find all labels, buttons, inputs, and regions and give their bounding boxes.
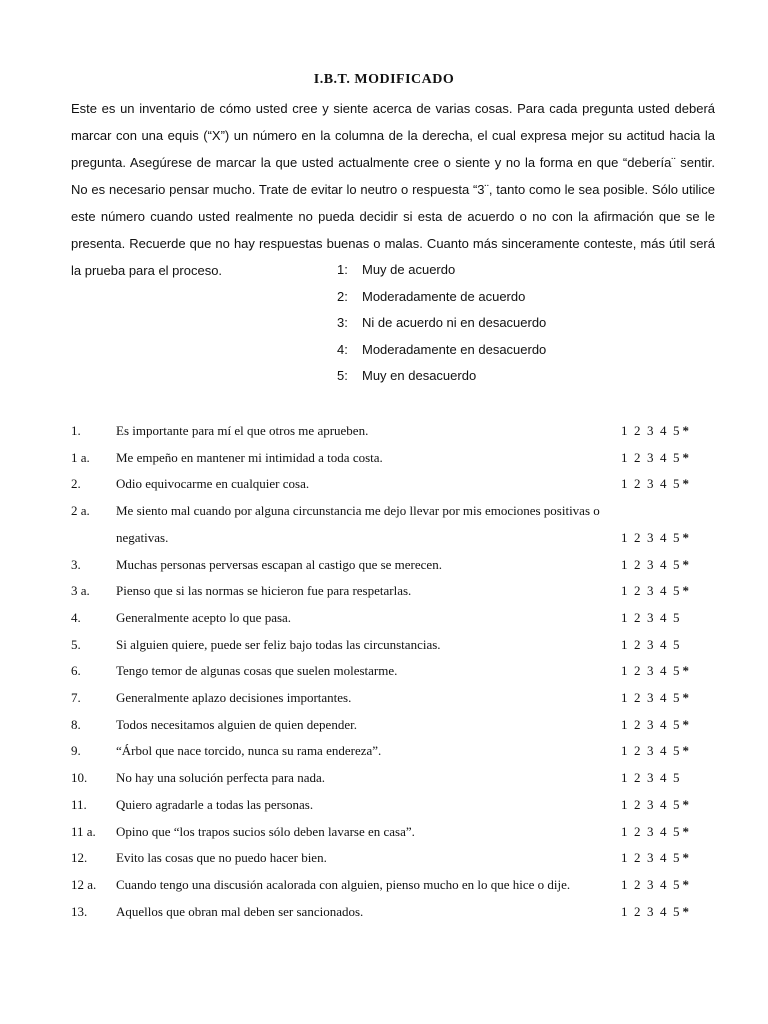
question-number: 6. [71,663,81,679]
answer-options-numbers[interactable]: 1 2 3 4 5 [621,876,680,892]
answer-options-numbers[interactable]: 1 2 3 4 5 [621,823,680,839]
star-marker: * [682,823,689,839]
answer-options-numbers[interactable]: 1 2 3 4 5 [621,636,680,652]
star-marker: * [682,850,689,866]
answer-options-numbers[interactable]: 1 2 3 4 5 [621,449,680,465]
answer-options[interactable] [621,845,711,872]
answer-options[interactable] [621,445,711,472]
answer-options[interactable] [621,658,711,685]
answer-options-numbers[interactable]: 1 2 3 4 5 [621,770,680,786]
answer-options[interactable] [621,899,711,926]
answer-options[interactable] [621,765,711,792]
question-text: Odio equivocarme en cualquier cosa. [116,476,310,492]
answer-options-numbers[interactable]: 1 2 3 4 5 [621,423,680,438]
star-marker: * [682,903,689,919]
scale-entry [337,310,637,337]
question-number: 11. [71,796,87,812]
question-item [71,765,711,792]
star-marker: * [682,663,689,679]
question-number: 13. [71,903,88,919]
answer-options[interactable] [621,578,711,605]
answer-options-numbers[interactable]: 1 2 3 4 5 [621,796,680,812]
question-item [71,819,711,846]
scale-label: Moderadamente en desacuerdo [362,341,547,357]
star-marker: * [682,690,689,706]
question-text: Tengo temor de algunas cosas que suelen molestarme. [116,663,398,679]
question-number: 1 a. [71,449,90,465]
scale-entry [337,284,637,311]
question-item [71,845,711,872]
question-text: Pienso que si las normas se hicieron fue para respetarlas. [116,583,412,599]
rating-scale-legend [337,257,637,390]
answer-options-numbers[interactable]: 1 2 3 4 5 [621,716,680,732]
question-text: No hay una solución perfecta para nada. [116,770,325,786]
question-number: 9. [71,743,81,759]
question-number: 2. [71,476,81,492]
question-text: Me siento mal cuando por alguna circunstancia me dejo llevar por mis emociones positivas o negativas. [116,503,600,545]
answer-options-numbers[interactable]: 1 2 3 4 5 [621,850,680,866]
question-item [71,418,711,445]
answer-options[interactable] [621,738,711,765]
answer-options[interactable] [621,872,711,899]
question-number: 3. [71,556,81,572]
answer-options[interactable] [621,685,711,712]
scale-label: Moderadamente de acuerdo [362,288,526,304]
answer-options-numbers[interactable]: 1 2 3 4 5 [621,583,680,599]
question-item [71,552,711,579]
question-number: 2 a. [71,503,90,519]
question-text: Si alguien quiere, puede ser feliz bajo todas las circunstancias. [116,636,441,652]
question-item [71,685,711,712]
question-number: 7. [71,690,81,706]
question-item [71,658,711,685]
question-item [71,445,711,472]
scale-entry [337,257,637,284]
question-text: Muchas personas perversas escapan al castigo que se merecen. [116,556,442,572]
star-marker: * [682,876,689,892]
answer-options-numbers[interactable]: 1 2 3 4 5 [621,556,680,572]
scale-entry [337,363,637,390]
star-marker: * [682,716,689,732]
answer-options[interactable] [621,605,711,632]
questionnaire-items [71,418,711,925]
star-marker: * [682,476,689,492]
question-item [71,471,711,498]
star-marker: * [682,796,689,812]
scale-number: 2: [337,288,348,304]
question-number: 1. [71,423,81,438]
scale-label: Ni de acuerdo ni en desacuerdo [362,315,547,330]
question-text: Generalmente aplazo decisiones importantes. [116,690,352,706]
question-text: Evito las cosas que no puedo hacer bien. [116,850,327,866]
scale-entry [337,337,637,364]
answer-options[interactable] [621,418,711,445]
question-item [71,498,711,551]
star-marker: * [682,449,689,465]
answer-options[interactable] [621,632,711,659]
star-marker: * [682,583,689,599]
star-marker: * [682,743,689,759]
answer-options[interactable] [621,525,711,552]
scale-label: Muy de acuerdo [362,262,456,277]
answer-options-numbers[interactable]: 1 2 3 4 5 [621,690,680,706]
question-item [71,872,711,899]
answer-options[interactable] [621,792,711,819]
question-item [71,712,711,739]
question-item [71,899,711,926]
answer-options-numbers[interactable]: 1 2 3 4 5 [621,476,680,492]
answer-options[interactable] [621,819,711,846]
answer-options-numbers[interactable]: 1 2 3 4 5 [621,609,680,625]
question-number: 12 a. [71,876,97,892]
question-item [71,578,711,605]
question-text: Quiero agradarle a todas las personas. [116,796,314,812]
answer-options[interactable] [621,552,711,579]
question-text: Es importante para mí el que otros me aprueben. [116,423,369,438]
scale-number: 3: [337,315,348,330]
star-marker: * [682,529,689,545]
question-number: 3 a. [71,583,90,599]
question-item [71,605,711,632]
question-text: Aquellos que obran mal deben ser sancionados. [116,903,364,919]
answer-options-numbers[interactable]: 1 2 3 4 5 [621,903,680,919]
answer-options[interactable] [621,471,711,498]
answer-options-numbers[interactable]: 1 2 3 4 5 [621,663,680,679]
question-text: Generalmente acepto lo que pasa. [116,609,292,625]
question-text: “Árbol que nace torcido, nunca su rama endereza”. [116,743,382,759]
question-text: Todos necesitamos alguien de quien depender. [116,716,357,732]
question-text: Me empeño en mantener mi intimidad a toda costa. [116,449,383,465]
instructions-paragraph: Este es un inventario de cómo usted cree y siente acerca de varias cosas. Para cada pregunta usted deberá marcar con una equis (“X”) un número en la columna de la derecha, el cual expresa mejor su actitud hacia la pregunta. Asegúrese de marcar la que usted actualmente cree o siente y no la forma en que “debería¨ sentir. No es necesario pensar mucho. Trate de evitar lo neutro o respuesta “3¨, tanto como le sea posible. Sólo utilice este número cuando usted realmente no pueda decidir si esta de acuerdo o no con la afirmación que se le presenta. Recuerde que no hay respuestas buenas o malas. Cuanto más sinceramente conteste, más útil será la prueba para el proceso. [71,101,715,278]
scale-number: 4: [337,341,348,357]
question-text: Cuando tengo una discusión acalorada con alguien, pienso mucho en lo que hice o dije. [116,876,571,892]
question-item [71,632,711,659]
question-number: 10. [71,770,88,786]
question-number: 8. [71,716,81,732]
question-number: 4. [71,609,81,625]
answer-options-numbers[interactable]: 1 2 3 4 5 [621,743,680,759]
answer-options[interactable] [621,712,711,739]
star-marker: * [682,423,689,438]
star-marker: * [682,556,689,572]
scale-number: 5: [337,368,348,383]
question-number: 12. [71,850,88,866]
answer-options-numbers[interactable]: 1 2 3 4 5 [621,529,680,545]
scale-number: 1: [337,262,348,277]
question-number: 5. [71,636,81,652]
question-item [71,792,711,819]
scale-label: Muy en desacuerdo [362,368,477,383]
question-text: Opino que “los trapos sucios sólo deben lavarse en casa”. [116,823,415,839]
question-number: 11 a. [71,823,96,839]
question-item [71,738,711,765]
page-title: I.B.T. MODIFICADO [313,72,455,87]
